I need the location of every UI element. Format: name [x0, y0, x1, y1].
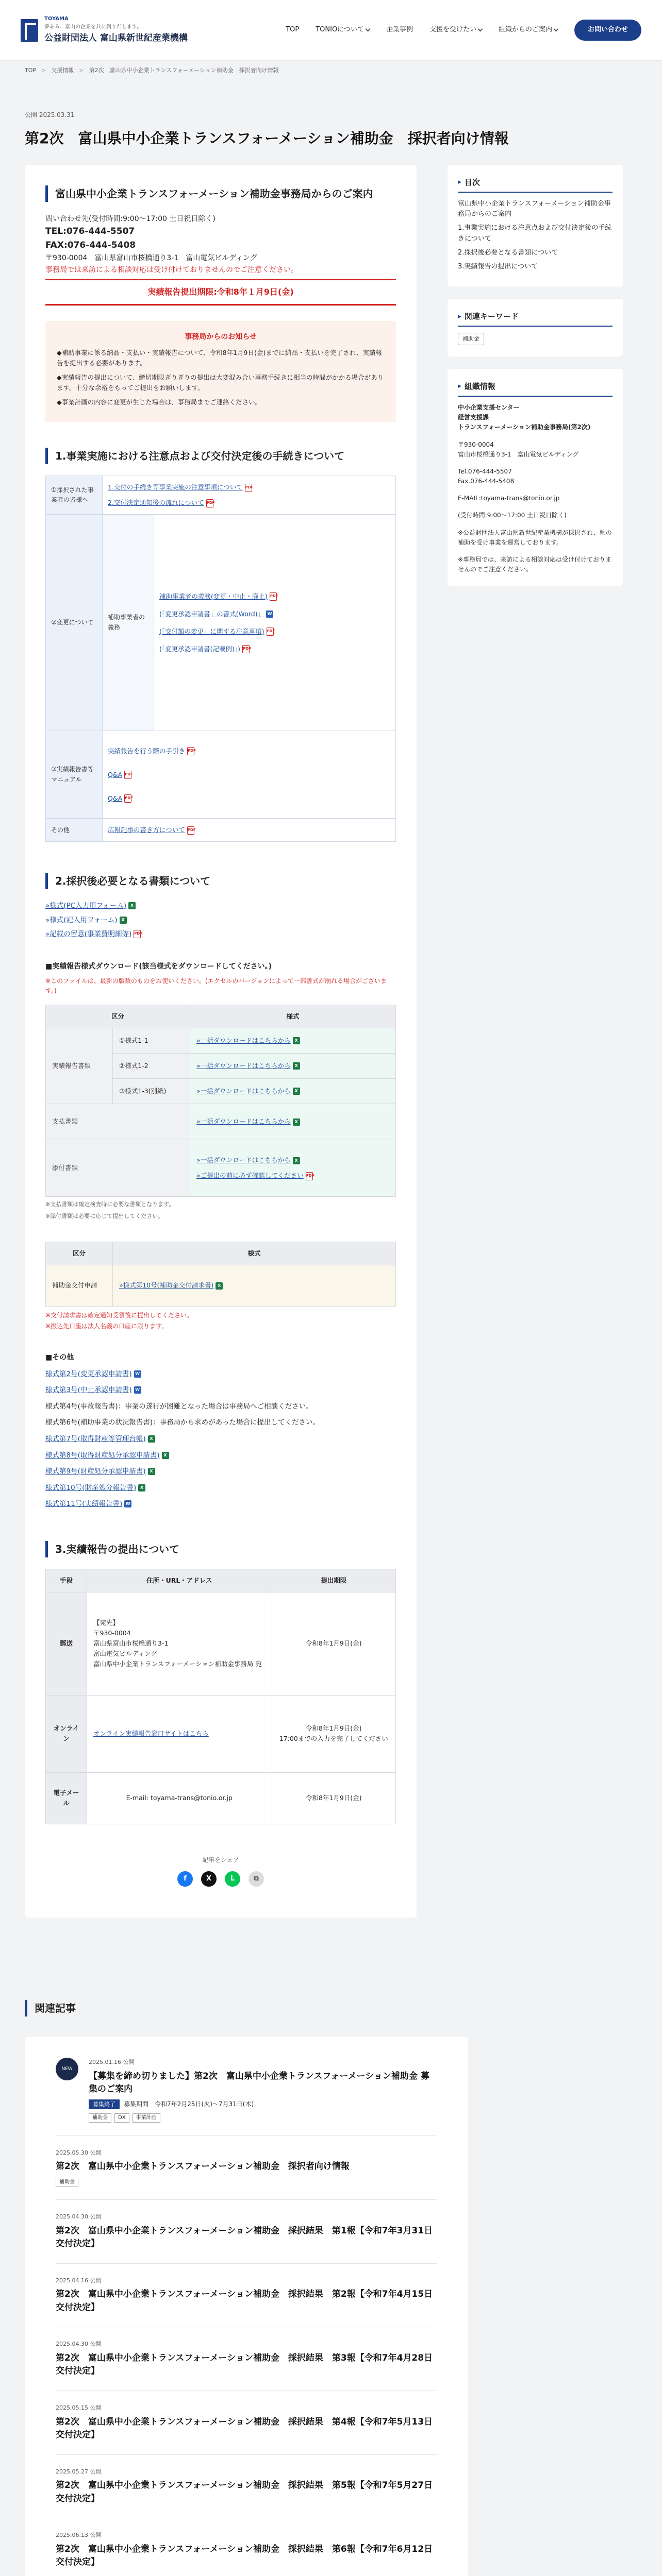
other-forms-list	[45, 1369, 396, 1510]
breadcrumb-support[interactable]: 支援情報	[51, 67, 74, 74]
claim-link[interactable]: »様式第10号(補助金交付請求書)	[119, 1281, 214, 1290]
row-category: 郵送	[46, 1592, 87, 1695]
table-row	[46, 819, 396, 842]
list-item[interactable]	[56, 2058, 437, 2136]
word-icon: W	[134, 1386, 141, 1394]
form-links	[45, 901, 396, 940]
article-date: 2025.04.30 公開	[56, 2341, 102, 2348]
download-link[interactable]: »一括ダウンロードはこちらから	[196, 1087, 291, 1095]
section3-heading: 3.実績報告の提出について	[45, 1541, 396, 1557]
org-box	[448, 369, 623, 586]
article-title: 第2次 富山県中小企業トランスフォーメーション補助金 採択結果 第4報【令和7年5月13日交付決定】	[56, 2416, 433, 2441]
keyword-heading: ▶ 関連キーワード	[458, 310, 613, 327]
other-form-link[interactable]: 様式第2号(変更承認申請書)	[45, 1369, 132, 1378]
change-link[interactable]: (「交付額の変更」に関する注意事項)	[159, 627, 264, 635]
nav-info[interactable]: 組織からのご案内	[499, 25, 558, 36]
pdf-icon: PDF	[267, 628, 274, 636]
other-form-link[interactable]: 様式第10号(財産処分報告書)	[45, 1483, 137, 1492]
article-date: 2025.05.15 公開	[56, 2404, 102, 2411]
excel-icon: X	[148, 1435, 155, 1443]
download-link[interactable]: »一括ダウンロードはこちらから	[196, 1036, 291, 1044]
article-sub: 募集期間 令和7年2月25日(火)〜7月31日(木)	[124, 2100, 254, 2108]
submission-table	[45, 1569, 396, 1824]
row-sublabel: 補助事業者の義務	[103, 515, 154, 731]
word-icon: W	[134, 1370, 141, 1378]
pdf-icon: PDF	[187, 826, 194, 835]
claim-table	[45, 1242, 396, 1307]
table-row	[46, 1028, 396, 1053]
notice-item: ◆事業計画の内容に変更が生じた場合は、事務局までご連絡ください。	[57, 398, 262, 406]
nav-top[interactable]: TOP	[286, 26, 300, 34]
article-title: 【募集を締め切りました】第2次 富山県中小企業トランスフォーメーション補助金 募集のご案内	[89, 2071, 429, 2095]
excel-icon: X	[162, 1452, 169, 1459]
org-heading: ▶ 組織情報	[458, 380, 613, 397]
form-link[interactable]: »様式(記入用フォーム)	[45, 916, 118, 924]
form-link[interactable]: »記載の留意(事業費明細等)	[45, 930, 132, 939]
procedure-link[interactable]: 2.交付決定通知後の流れについて	[108, 499, 204, 507]
row-category: 添付書類	[46, 1140, 190, 1196]
share-label: 記事をシェア	[202, 1856, 239, 1863]
logo-tagline: 夢ある、富山の企業を共に創りだします。	[44, 24, 142, 30]
article-title: 第2次 富山県中小企業トランスフォーメーション補助金 採択結果 第6報【令和7年6月12日交付決定】	[56, 2544, 433, 2568]
pdf-icon: PDF	[134, 930, 141, 938]
list-item[interactable]	[56, 2327, 437, 2391]
footnote: ※支払書類は確定検査時に必要な書類となります。	[45, 1200, 175, 1208]
other-form-text: 様式第6号(補助事業の状況報告書)：事務局から求めがあった場合に提出してください。	[45, 1418, 320, 1427]
org-email[interactable]: E-MAIL:toyama-trans@tonio.or.jp	[458, 495, 560, 502]
deadline-date: 令和8年1月9日(金)	[272, 1592, 396, 1695]
excel-icon: X	[293, 1088, 300, 1095]
row-category: 支払書類	[46, 1104, 190, 1140]
notice-heading: 事務局からのお知らせ	[185, 332, 257, 341]
article-date: 2025.05.30 公開	[56, 2149, 102, 2156]
publish-date: 公開 2025.03.31	[25, 111, 75, 118]
related-articles	[0, 1918, 662, 2576]
other-form-link[interactable]: 様式第8号(取得財産処分承認申請書)	[45, 1451, 160, 1460]
article-tag[interactable]: 補助金	[89, 2113, 111, 2123]
list-item[interactable]	[56, 2264, 437, 2328]
other-heading: ■その他	[45, 1353, 74, 1362]
contact-fax: FAX:076-444-5408	[45, 240, 136, 251]
qa-link[interactable]: Q&A	[108, 794, 123, 802]
procedure-table	[45, 476, 396, 842]
nav-cases[interactable]: 企業事例	[386, 26, 413, 34]
col-header: 様式	[113, 1242, 396, 1265]
col-header: 提出期限	[272, 1569, 396, 1592]
line-icon[interactable]: L	[225, 1871, 240, 1887]
sidebar	[448, 165, 623, 1918]
org-line: 中小企業支援センター	[458, 403, 520, 411]
intro-heading: 富山県中小企業トランスフォーメーション補助金事務局からのご案内	[45, 185, 396, 202]
list-item[interactable]	[56, 2391, 437, 2455]
pdf-icon: PDF	[270, 592, 277, 601]
manual-link[interactable]: 実績報告を行う際の手引き	[108, 747, 186, 755]
breadcrumb-current: 第2次 富山県中小企業トランスフォーメーション補助金 採択者向け情報	[89, 67, 279, 74]
pdf-icon: PDF	[206, 499, 213, 507]
global-nav	[286, 20, 641, 41]
pdf-icon: PDF	[124, 771, 131, 779]
online-portal-link[interactable]: オンライン実績報告窓口サイトはこちら	[93, 1730, 209, 1738]
excel-icon: X	[216, 1282, 223, 1290]
pdf-icon: PDF	[242, 645, 250, 653]
related-heading: 関連記事	[25, 2000, 637, 2016]
contact-hours: 問い合わせ先(受付時間:9:00〜17:00 土日祝日除く)	[45, 214, 216, 223]
keyword-box	[448, 299, 623, 357]
keyword-tag[interactable]: 補助金	[458, 333, 484, 345]
site-logo[interactable]	[21, 15, 188, 45]
excel-icon: X	[128, 902, 136, 909]
deadline-date: 令和8年1月9日(金) 17:00までの入力を完了してください	[272, 1695, 396, 1772]
contact-tel: TEL:076-444-5507	[45, 226, 135, 236]
excel-icon: X	[293, 1062, 300, 1070]
article-title: 第2次 富山県中小企業トランスフォーメーション補助金 採択結果 第1報【令和7年3月31日交付決定】	[56, 2225, 433, 2249]
copy-link-icon[interactable]: ⧉	[249, 1871, 264, 1887]
deadline-date: 令和8年1月9日(金)	[272, 1772, 396, 1824]
table-row	[46, 1592, 396, 1695]
procedure-link[interactable]: 1.交付の手続き等事業実施の注意事項について	[108, 483, 243, 492]
no-visit-warning: 事務局では来訪による相談対応は受け付けておりませんのでご注意ください。	[45, 265, 298, 274]
download-link[interactable]: »一括ダウンロードはこちらから	[196, 1061, 291, 1070]
article-date: 2025.04.30 公開	[56, 2213, 102, 2221]
list-item[interactable]	[56, 2455, 437, 2519]
article-tag[interactable]: 補助金	[56, 2178, 78, 2187]
main-content	[25, 165, 417, 1918]
logo-mark-icon	[21, 19, 38, 42]
article-title: 第2次 富山県中小企業トランスフォーメーション補助金 採択結果 第3報【令和7年4月28日交付決定】	[56, 2352, 433, 2377]
article-tag[interactable]: DX	[114, 2113, 129, 2123]
word-icon: W	[124, 1500, 131, 1507]
download-link[interactable]: »一括ダウンロードはこちらから	[196, 1117, 291, 1126]
excel-icon: X	[293, 1118, 300, 1126]
org-line: Tel.076-444-5507	[458, 467, 512, 475]
status-badge: 募集終了	[89, 2099, 120, 2110]
org-line: 経営支援課	[458, 414, 489, 421]
col-header: 区分	[46, 1242, 113, 1265]
other-form-link[interactable]: 様式第7号(取得財産等管理台帳)	[45, 1434, 146, 1443]
row-category: 電子メール	[46, 1772, 87, 1824]
word-icon: W	[266, 611, 273, 618]
org-line: Fax.076-444-5408	[458, 478, 515, 485]
notice-box	[45, 321, 396, 422]
change-link[interactable]: (「変更承認申請書」の書式(Word)」	[159, 609, 264, 618]
table-row	[46, 1695, 396, 1772]
change-link[interactable]: 補助事業者の義務(変更・中止・廃止)	[159, 592, 268, 600]
col-header: 様式	[190, 1005, 396, 1028]
row-sublabel: ③様式1-3(別紙)	[113, 1078, 190, 1104]
divider	[45, 304, 396, 306]
new-badge: NEW	[56, 2058, 78, 2080]
breadcrumb	[0, 61, 662, 80]
breadcrumb-separator-icon: >	[41, 67, 46, 74]
row-category: オンライン	[46, 1695, 87, 1772]
col-header: 手段	[46, 1569, 87, 1592]
section1-heading: 1.事業実施における注意点および交付決定後の手続きについて	[45, 448, 396, 464]
article-title: 第2次 富山県中小企業トランスフォーメーション補助金 採択者向け情報	[56, 2161, 350, 2172]
breadcrumb-top[interactable]: TOP	[25, 67, 37, 74]
article-date: 2025.05.27 公開	[56, 2468, 102, 2475]
toc-item[interactable]: 1.事業実施における注意点および交付決定後の手続きについて	[458, 224, 612, 243]
download-note: ※このファイルは、最新の版数のものをお使いください。(エクセルのバージョンによって一部書式が崩れる場合がございます。)	[45, 977, 387, 995]
pdf-icon: PDF	[306, 1172, 313, 1180]
article-date: 2025.06.13 公開	[56, 2532, 102, 2539]
table-row	[46, 731, 396, 819]
qa-link[interactable]: Q&A	[108, 770, 123, 778]
excel-icon: X	[138, 1484, 145, 1492]
change-link[interactable]: (「変更承認申請書(記載例)」)	[159, 645, 241, 653]
org-line: ※公益財団法人富山県新世紀産業機構が採択され、県の補助を受け事業を運営しております。	[458, 529, 612, 546]
precheck-link[interactable]: »ご提出の前に必ず確認してください	[196, 1172, 304, 1180]
other-form-text: 様式第4号(事故報告書)：事業の遂行が困難となった場合は事務局へご相談ください。	[45, 1402, 313, 1411]
intro-block	[45, 185, 396, 306]
mail-address: 【宛先】 〒930-0004 富山県富山市桜橋通り3-1 富山電気ビルディング 富山県中小企業トランスフォーメーション補助金事務局 宛	[87, 1592, 272, 1695]
pdf-icon: PDF	[124, 794, 131, 803]
form-link[interactable]: »様式(PC入力用フォーム)	[45, 902, 127, 910]
row-label: ③実績報告書等マニュアル	[46, 731, 103, 819]
table-row	[46, 1104, 396, 1140]
table-row	[46, 1140, 396, 1196]
row-label: その他	[46, 819, 103, 842]
nav-about[interactable]: TONIOについて	[316, 25, 370, 36]
deadline-text: 実績報告提出期限:令和8年１月9日(金)	[147, 287, 294, 297]
list-item[interactable]	[56, 2518, 437, 2576]
col-header: 区分	[46, 1005, 190, 1028]
site-header	[0, 0, 662, 61]
list-item[interactable]	[56, 2136, 437, 2200]
org-line: トランスフォーメーション補助金事務局(第2次)	[458, 423, 591, 431]
row-sublabel: ②様式1-2	[113, 1053, 190, 1078]
col-header: 住所・URL・アドレス	[87, 1569, 272, 1592]
related-list	[25, 2037, 468, 2576]
download-heading: ■実績報告様式ダウンロード(該当様式をダウンロードしてください。)	[45, 962, 272, 971]
article-date: 2025.04.16 公開	[56, 2277, 102, 2284]
email-address[interactable]: E-mail: toyama-trans@tonio.or.jp	[87, 1772, 272, 1824]
row-category: 実績報告書類	[46, 1028, 113, 1104]
org-line: (受付時間:9:00〜17:00 土日祝日除く)	[458, 512, 567, 519]
table-row	[46, 515, 396, 731]
download-table	[45, 1005, 396, 1197]
other-form-link[interactable]: 様式第11号(実績報告書)	[45, 1500, 123, 1509]
toc-item[interactable]: 3.実績報告の提出について	[458, 262, 538, 270]
pdf-icon: PDF	[245, 484, 252, 492]
article-title: 第2次 富山県中小企業トランスフォーメーション補助金 採択結果 第5報【令和7年5月27日交付決定】	[56, 2480, 433, 2504]
pdf-icon: PDF	[187, 747, 194, 755]
article-tag[interactable]: 事業計画	[133, 2113, 160, 2123]
article-title: 第2次 富山県中小企業トランスフォーメーション補助金 採択結果 第2報【令和7年4月15日交付決定】	[56, 2289, 433, 2313]
section2-heading: 2.採択後必要となる書類について	[45, 873, 396, 889]
nav-support[interactable]: 支援を受けたい	[429, 25, 482, 36]
excel-icon: X	[148, 1468, 155, 1475]
breadcrumb-separator-icon: >	[79, 67, 84, 74]
footnote: ※添付書類は必要に応じて提出してください。	[45, 1213, 164, 1220]
org-line: ※事務局では、来訪による相談対応は受け付けておりませんのでご注意ください。	[458, 556, 612, 573]
org-line: 富山市桜橋通り3-1 富山電気ビルディング	[458, 450, 579, 458]
table-row	[46, 476, 396, 515]
toc-item[interactable]: 富山県中小企業トランスフォーメーション補助金事務局からのご案内	[458, 199, 611, 218]
row-category: 補助金交付申請	[46, 1265, 113, 1306]
list-item[interactable]	[56, 2200, 437, 2264]
excel-icon: X	[293, 1157, 300, 1164]
toc-box	[448, 165, 623, 287]
page-title: 第2次 富山県中小企業トランスフォーメーション補助金 採択者向け情報	[25, 129, 509, 147]
divider	[45, 279, 396, 280]
notice-item: ◆実績報告の提出について、締切期限ぎりぎりの提出は大変混み合い事務手続きに相当の時間がかかる場合があります。十分な余裕をもってご提出をお願いします。	[57, 374, 384, 392]
table-row	[46, 1772, 396, 1824]
logo-name: 公益財団法人 富山県新世紀産業機構	[44, 32, 188, 43]
excel-icon: X	[293, 1037, 300, 1044]
toc-heading: ▶ 目次	[458, 176, 613, 193]
contact-button[interactable]: お問い合わせ	[574, 20, 641, 41]
notice-item: ◆補助事業に係る納品・支払い・実績報告について、令和8年1月9日(金)までに納品・支払いを完了され、実績報告を提出する必要があります。	[57, 349, 382, 367]
row-label: ①採択された事業者の皆様へ	[46, 476, 103, 515]
article-date: 2025.01.16 公開	[89, 2059, 135, 2066]
logo-en: TOYAMA	[44, 15, 69, 22]
other-form-link[interactable]: 様式第9号(財産処分承認申請書)	[45, 1467, 146, 1476]
download-link[interactable]: »一括ダウンロードはこちらから	[196, 1156, 291, 1164]
contact-address: 〒930-0004 富山県富山市桜橋通り3-1 富山電気ビルディング	[45, 254, 257, 263]
other-form-link[interactable]: 様式第3号(中止承認申請書)	[45, 1386, 132, 1395]
org-line: 〒930-0004	[458, 440, 494, 448]
claim-note: ※振込先口座は法人名義の口座に限ります。	[45, 1323, 168, 1330]
pr-article-link[interactable]: 広報記事の書き方について	[108, 826, 185, 834]
row-label: ②変更について	[46, 515, 103, 731]
table-row	[46, 1265, 396, 1306]
claim-note: ※交付請求書は確定通知受領後に提出してください。	[45, 1311, 193, 1319]
chevron-down-icon	[365, 27, 370, 32]
chevron-down-icon	[554, 27, 559, 32]
row-sublabel: ①様式1-1	[113, 1028, 190, 1053]
facebook-icon[interactable]: f	[177, 1871, 193, 1887]
x-twitter-icon[interactable]: X	[201, 1871, 217, 1887]
chevron-down-icon	[478, 27, 483, 32]
excel-icon: X	[120, 917, 127, 924]
share-block	[45, 1855, 396, 1887]
toc-item[interactable]: 2.採択後必要となる書類について	[458, 248, 558, 257]
